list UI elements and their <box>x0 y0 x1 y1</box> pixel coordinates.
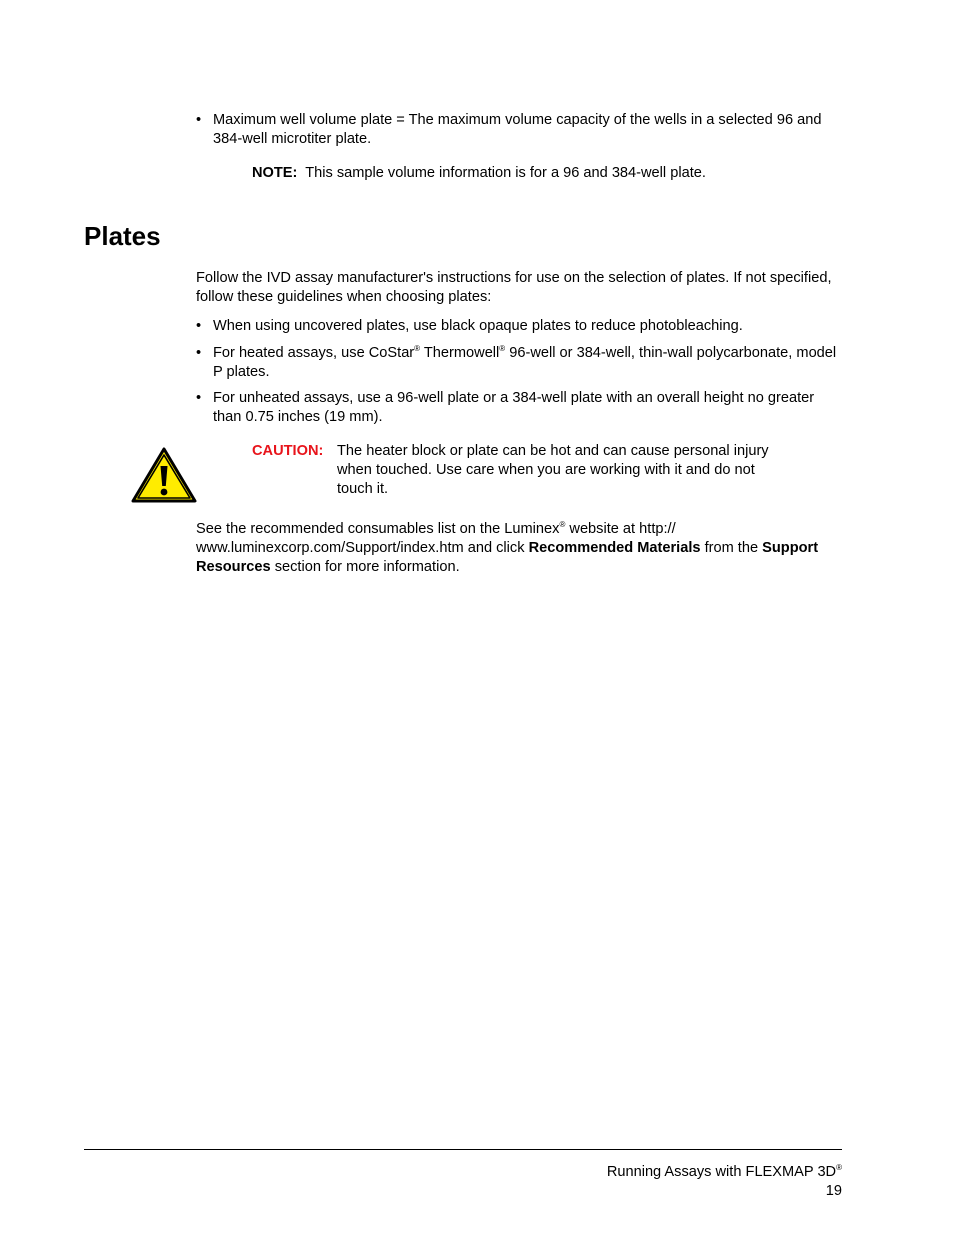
registered-mark: ® <box>414 344 421 353</box>
footer-page-number: 19 <box>825 1183 842 1199</box>
bullet-marker: • <box>196 345 202 361</box>
registered-mark: ® <box>559 520 566 529</box>
footer-title-text: Running Assays with FLEXMAP 3D <box>606 1164 837 1180</box>
closing-text-part: website at http:// www.luminexcorp.com/Support/index.htm and click <box>196 521 676 556</box>
bullet-text-part: Thermowell <box>420 345 500 361</box>
intro-paragraph: Follow the IVD assay manufacturer's instructions for use on the selection of plates. If not specified, follow these guidelines when choosing plates: <box>196 270 832 305</box>
registered-mark: ® <box>836 1163 842 1172</box>
closing-text-part: from the <box>700 540 763 556</box>
bullet-item-max-well-volume <box>196 111 841 149</box>
footer-divider <box>84 1149 842 1150</box>
note-block <box>252 164 842 183</box>
bullet-item-heated-assays <box>196 344 841 382</box>
bullet-text: For unheated assays, use a 96-well plate or a 384-well plate with an overall height no greater than 0.75 inches (19 mm). <box>213 390 815 425</box>
bullet-text: When using uncovered plates, use black opaque plates to reduce photobleaching. <box>213 318 743 334</box>
note-label: NOTE: <box>252 165 298 181</box>
bullet-item-unheated-assays <box>196 389 841 427</box>
section-title: Plates <box>84 221 161 251</box>
closing-text-part: See the recommended consumables list on the Luminex <box>196 521 560 537</box>
footer-document-title <box>607 1163 842 1182</box>
bullet-marker: • <box>196 390 202 406</box>
bullet-marker: • <box>196 318 202 334</box>
caution-label: CAUTION: <box>252 443 324 459</box>
recommended-materials-link-text: Recommended Materials <box>528 540 701 556</box>
registered-mark: ® <box>499 344 506 353</box>
support-resources-text: Support Resources <box>196 540 819 575</box>
closing-text-part: section for more information. <box>270 559 460 575</box>
bullet-text-part: For heated assays, use CoStar <box>213 345 415 361</box>
note-text: This sample volume information is for a 96 and 384-well plate. <box>305 165 706 181</box>
caution-text: The heater block or plate can be hot and can cause personal injury when touched. Use care when you are working with it and do not touch it. <box>337 443 769 497</box>
bullet-text-part: 96-well or 384-well, thin-wall polycarbonate, model P plates. <box>213 345 837 380</box>
bullet-text <box>213 344 841 382</box>
bullet-text: Maximum well volume plate = The maximum volume capacity of the wells in a selected 96 and 384-well microtiter plate. <box>213 112 822 147</box>
warning-triangle-icon <box>130 446 198 504</box>
bullet-marker: • <box>196 112 202 128</box>
closing-paragraph <box>196 520 841 577</box>
bullet-item-uncovered-plates <box>196 317 841 336</box>
